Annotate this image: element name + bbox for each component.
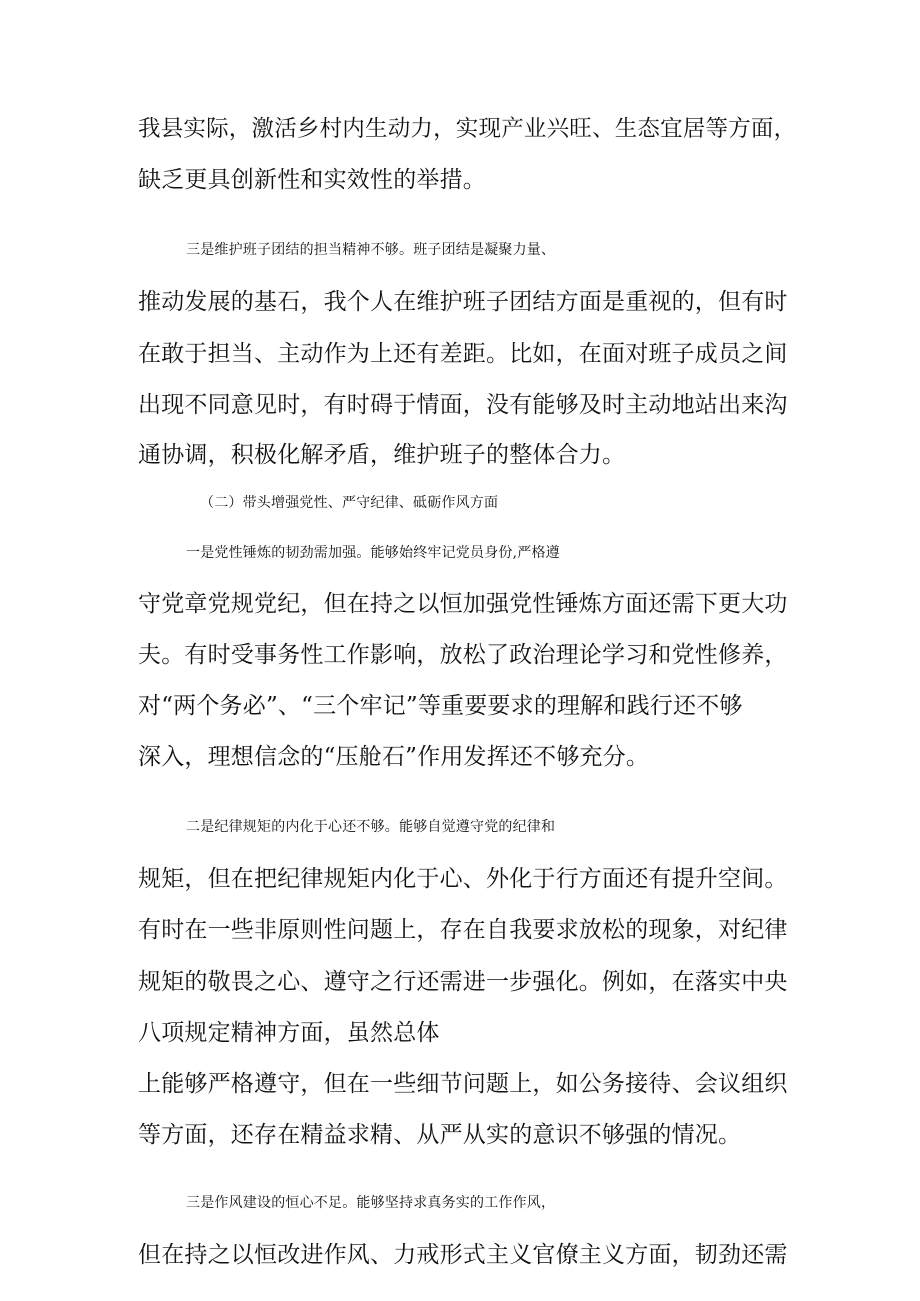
text-line: 通协调，积极化解矛盾，维护班子的整体合力。 xyxy=(138,442,626,468)
text-line: 缺乏更具创新性和实效性的举措。 xyxy=(138,167,486,193)
text-line: 推动发展的基石，我个人在维护班子团结方面是重视的，但有时 xyxy=(138,289,788,315)
text-line: 守党章党规党纪，但在持之以恒加强党性锤炼方面还需下更大功 xyxy=(138,591,788,617)
text-line: 三是作风建设的恒心不足。能够坚持求真务实的工作作风， xyxy=(186,1195,556,1211)
text-line: 夫。有时受事务性工作影响，放松了政治理论学习和党性修养， xyxy=(138,642,788,668)
text-line: 一是党性锤炼的韧劲需加强。能够始终牢记党员身份,严格遵 xyxy=(186,545,560,561)
text-line: 对“两个务必”、“三个牢记”等重要要求的理解和践行还不够 xyxy=(138,693,743,719)
text-line: 等方面，还存在精益求精、从严从实的意识不够强的情况。 xyxy=(138,1122,742,1148)
text-line: 规矩的敬畏之心、遵守之行还需进一步强化。例如，在落实中央 xyxy=(138,969,788,995)
text-line: 三是维护班子团结的担当精神不够。班子团结是凝聚力量、 xyxy=(186,242,556,258)
text-line: 有时在一些非原则性问题上，存在自我要求放松的现象，对纪律 xyxy=(138,917,788,943)
text-line: 我县实际，激活乡村内生动力，实现产业兴旺、生态宜居等方面， xyxy=(138,116,797,142)
text-line: 二是纪律规矩的内化于心还不够。能够自觉遵守党的纪律和 xyxy=(186,819,556,835)
section-heading: （二）带头增强党性、严守纪律、砥砺作风方面 xyxy=(200,495,499,511)
text-line: 但在持之以恒改进作风、力戒形式主义官僚主义方面，韧劲还需 xyxy=(138,1242,788,1268)
text-line: 深入，理想信念的“压舱石”作用发挥还不够充分。 xyxy=(138,744,650,770)
text-line: 规矩，但在把纪律规矩内化于心、外化于行方面还有提升空间。 xyxy=(138,866,788,892)
text-line: 在敢于担当、主动作为上还有差距。比如，在面对班子成员之间 xyxy=(138,341,788,367)
text-line: 上能够严格遵守，但在一些细节问题上，如公务接待、会议组织 xyxy=(138,1071,788,1097)
text-line: 八项规定精神方面，虽然总体 xyxy=(138,1020,440,1046)
text-line: 出现不同意见时，有时碍于情面，没有能够及时主动地站出来沟 xyxy=(138,392,788,418)
